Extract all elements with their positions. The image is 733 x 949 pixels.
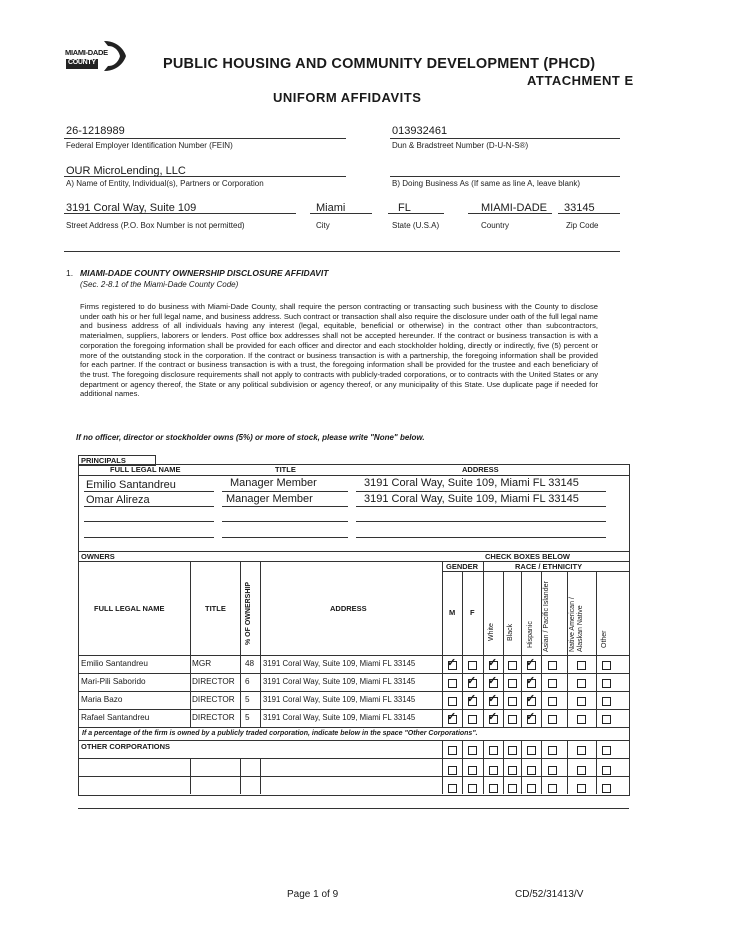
other-corporations-label: OTHER CORPORATIONS [81,742,171,751]
checkbox[interactable] [577,715,586,724]
check-mark-icon: ✓ [488,657,498,669]
checkbox[interactable] [602,746,611,755]
checkbox[interactable] [577,661,586,670]
check-mark-icon: ✓ [467,693,477,705]
checkbox[interactable] [448,766,457,775]
checkbox[interactable] [508,784,517,793]
checkbox[interactable] [448,697,457,706]
checkbox[interactable] [527,766,536,775]
owner-name: Mari-Pili Saborido [81,677,146,686]
state-value: FL [398,202,411,214]
owner-title: MGR [192,659,212,668]
race-native-header: Native American / Alaskan Native [569,597,584,652]
checkbox[interactable] [602,679,611,688]
checkbox[interactable] [468,661,477,670]
owner-name: Maria Bazo [81,695,123,704]
checkbox[interactable] [577,746,586,755]
owners-label: OWNERS [81,552,115,561]
race-black-header: Black [507,623,514,641]
checkbox[interactable] [548,746,557,755]
principal-title: Manager Member [230,477,317,489]
duns-value: 013932461 [392,125,448,137]
checkbox[interactable] [548,784,557,793]
checkbox[interactable] [602,661,611,670]
owner-pct: 5 [245,713,250,722]
section-number: 1. [66,268,74,278]
owner-title: DIRECTOR [192,695,235,704]
checkbox[interactable] [508,697,517,706]
checkbox[interactable] [577,697,586,706]
attachment-label: ATTACHMENT E [527,73,634,88]
state-label: State (U.S.A) [392,221,440,230]
fein-value: 26-1218989 [66,125,125,137]
street-label: Street Address (P.O. Box Number is not permitted) [66,221,245,230]
checkbox[interactable] [527,784,536,793]
check-mark-icon: ✓ [526,675,536,687]
check-mark-icon: ✓ [447,657,457,669]
country-value: MIAMI-DADE [481,202,547,214]
checkbox[interactable] [577,679,586,688]
owner-title: DIRECTOR [192,713,235,722]
checkbox[interactable] [602,766,611,775]
owner-address: 3191 Coral Way, Suite 109, Miami FL 33145 [263,677,416,686]
principal-address: 3191 Coral Way, Suite 109, Miami FL 33145 [364,477,579,489]
owner-pct: 48 [245,659,255,668]
checkbox[interactable] [508,715,517,724]
document-title: PUBLIC HOUSING AND COMMUNITY DEVELOPMENT (PHCD) [163,56,596,72]
checkbox[interactable] [548,679,557,688]
checkbox[interactable] [508,679,517,688]
check-mark-icon: ✓ [488,711,498,723]
gender-label: GENDER [446,562,479,571]
check-mark-icon: ✓ [526,693,536,705]
owner-pct: 5 [245,695,250,704]
duns-label: Dun & Bradstreet Number (D-U-N-S®) [392,141,529,150]
race-label: RACE / ETHNICITY [515,562,583,571]
page-number: Page 1 of 9 [287,889,339,900]
checkbox[interactable] [602,715,611,724]
checkbox[interactable] [468,746,477,755]
checkbox[interactable] [468,766,477,775]
checkbox[interactable] [548,661,557,670]
checkbox[interactable] [448,784,457,793]
check-boxes-label: CHECK BOXES BELOW [485,552,571,561]
check-mark-icon: ✓ [526,657,536,669]
zip-value: 33145 [564,202,595,214]
check-mark-icon: ✓ [447,711,457,723]
document-code: CD/52/31413/V [515,889,584,900]
publicly-traded-note: If a percentage of the firm is owned by a publicly traded corporation, indicate below in the space "Other Corporations". [82,730,478,737]
owner-address: 3191 Coral Way, Suite 109, Miami FL 33145 [263,695,416,704]
entity-name-value: OUR MicroLending, LLC [66,165,186,177]
check-mark-icon: ✓ [488,675,498,687]
owner-pct: 6 [245,677,250,686]
country-label: Country [481,221,510,230]
owner-title: DIRECTOR [192,677,235,686]
race-white-header: White [488,623,495,641]
checkbox[interactable] [489,746,498,755]
race-asian-header: Asian / Pacific Islander [543,581,550,652]
owner-name: Rafael Santandreu [81,713,150,722]
street-value: 3191 Coral Way, Suite 109 [66,202,197,214]
checkbox[interactable] [489,784,498,793]
disclosure-paragraph: Firms registered to do business with Miami-Dade County, shall require the person contracting or transacting such business with the County to disclose under oath his or her full legal name, and business address. Such contract or transaction shall also require the disclosure under oath of the full legal name and business address of all individuals having any interest (legal, equitable, beneficial or otherwise) in the contract other than subcontractors, materialmen, suppliers, laborers or lenders. Post office box addresses shall not be accepted hereunder. If the contract or business transaction is with a corporation the foregoing information shall be provided for each officer and director and each stockholder holding, directly or indirectly, five (5) percent or more of the outstanding stock in the corporation. If the contract or business transaction is with a partnership, the foregoing information shall be provided for each partner. If the contract or business transaction is with a trust, the foregoing information shall be provided for the trustee and each beneficiary of the trust. The foregoing disclosure requirements shall not apply to contracts with publicly-traded corporations, or to contracts with the United States or any department or agency thereof, the State or any political subdivision or agency thereof, or any municipality of this State. Use duplicate page if needed for additional names. [80,302,598,399]
zip-label: Zip Code [566,221,599,230]
checkbox[interactable] [527,746,536,755]
owners-header-address: ADDRESS [330,604,367,613]
checkbox[interactable] [548,697,557,706]
checkbox[interactable] [448,746,457,755]
principal-name: Omar Alireza [86,494,150,506]
checkbox[interactable] [602,697,611,706]
owner-address: 3191 Coral Way, Suite 109, Miami FL 33145 [263,713,416,722]
entity-name-label: A) Name of Entity, Individual(s), Partners or Corporation [66,179,264,188]
logo-text-top: MIAMI-DADE [65,48,108,57]
checkbox[interactable] [548,766,557,775]
check-mark-icon: ✓ [467,675,477,687]
checkbox[interactable] [448,679,457,688]
gender-m-header: M [449,608,456,617]
county-logo [64,39,128,73]
principal-address: 3191 Coral Way, Suite 109, Miami FL 33145 [364,493,579,505]
checkbox[interactable] [508,766,517,775]
owner-name: Emilio Santandreu [81,659,148,668]
owner-address: 3191 Coral Way, Suite 109, Miami FL 33145 [263,659,416,668]
check-mark-icon: ✓ [526,711,536,723]
principals-header-name: FULL LEGAL NAME [110,465,181,474]
race-hispanic-header: Hispanic [527,621,534,648]
principal-name: Emilio Santandreu [86,479,176,491]
checkbox[interactable] [508,746,517,755]
logo-text-bottom: COUNTY [68,59,96,66]
checkbox[interactable] [489,766,498,775]
checkbox[interactable] [548,715,557,724]
document-subtitle: UNIFORM AFFIDAVITS [273,90,422,105]
section-title: MIAMI-DADE COUNTY OWNERSHIP DISCLOSURE AFFIDAVIT [80,268,329,278]
checkbox[interactable] [508,661,517,670]
dba-label: B) Doing Business As (If same as line A, leave blank) [392,179,581,188]
checkbox[interactable] [468,715,477,724]
checkbox[interactable] [468,784,477,793]
none-instruction: If no officer, director or stockholder owns (5%) or more of stock, please write "None" below. [76,433,425,442]
city-label: City [316,221,330,230]
principals-header-title: TITLE [275,465,296,474]
fein-label: Federal Employer Identification Number (FEIN) [66,141,233,150]
race-other-header: Other [601,630,608,648]
owners-header-pct: % OF OWNERSHIP [245,581,252,645]
checkbox[interactable] [577,766,586,775]
principal-title: Manager Member [226,493,313,505]
checkbox[interactable] [577,784,586,793]
principals-label: PRINCIPALS [81,456,126,465]
city-value: Miami [316,202,346,214]
check-mark-icon: ✓ [488,693,498,705]
principals-header-address: ADDRESS [462,465,499,474]
gender-f-header: F [470,608,475,617]
checkbox[interactable] [602,784,611,793]
owners-header-title: TITLE [205,604,226,613]
owners-header-name: FULL LEGAL NAME [94,604,165,613]
section-subtitle: (Sec. 2-8.1 of the Miami-Dade County Code) [80,280,239,289]
